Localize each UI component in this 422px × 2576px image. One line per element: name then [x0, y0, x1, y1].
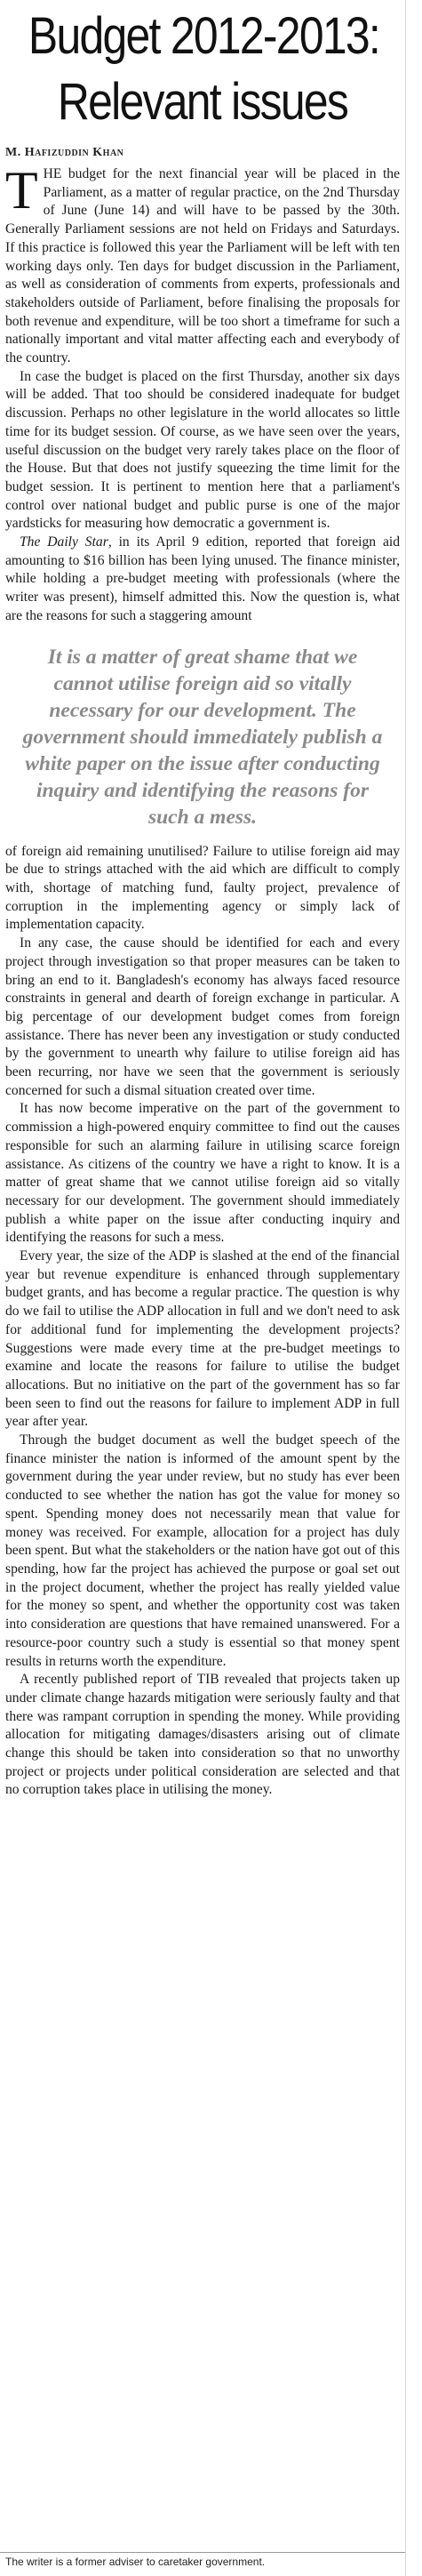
- footer-divider: [0, 2552, 405, 2553]
- paragraph-6: It has now become imperative on the part of the government to commission a high-powered enquiry committee to find out the causes responsible for such an alarming failure in utilising scarce foreign assistance. As citizens of the country we have a right to know. It is a matter of great shame that we cannot utilise foreign aid so vitally necessary for our development. The government should immediately publish a white paper on the issue after conducting inquiry and identifying the reasons for such a mess.: [5, 1101, 400, 1246]
- paragraph-5: In any case, the cause should be identified for each and every project through investigation so that proper measures can be taken to bring an end to it. Bangladesh's economy has always faced resource constraints in general and dearth of foreign exchange in particular. A big percentage of our development budget comes from foreign assistance. There has never been any investigation or study conducted by the government to unearth why failure to utilise foreign aid has been recurring, nor have we seen that the government is seriously concerned for such a dismal situation created over time.: [5, 935, 400, 1098]
- paragraph-9: A recently published report of TIB revealed that projects taken up under climate change hazards mitigation were seriously faulty and that there was rampant corruption in spending the money. While providing allocation for mitigating damages/disasters arising out of climate change this should be taken into consideration so that no unworthy project or projects under political consideration are selected and that no corruption takes place in utilising the money.: [5, 1672, 400, 1798]
- newspaper-name: The Daily Star: [20, 534, 108, 550]
- headline: [28, 4, 380, 135]
- headline-line-1: Budget 2012-2013:: [28, 7, 380, 65]
- pull-quote: It is a matter of great shame that we cannot utilise foreign aid so vitally necessary for our development. The government should immediately publish a white paper on the issue after conducting inquiry and identifying the reasons for such a mess.: [22, 645, 383, 829]
- paragraph-1: [5, 161, 400, 368]
- paragraph-7: Every year, the size of the ADP is slashed at the end of the financial year but revenue expenditure is enhanced through supplementary budget grants, and has become a regular practice. The question is why do we fail to utilise the ADP allocation in full and we don't need to ask for additional fund for implementing the development projects? Suggestions were made every time at the pre-budget meetings to examine and locate the reasons for failure to utilise the budget allocations. But no initiative on the part of the government has so far been seen to find out the reasons for failure to implement ADP in full year after year.: [5, 1248, 400, 1430]
- drop-cap: T: [5, 161, 38, 220]
- paragraph-2: In case the budget is placed on the first Thursday, another six days will be added. That too should be considered inadequate for budget discussion. Perhaps no other legislature in the world allocates so little time for its budget session. Of course, as we have seen over the years, useful discussion on the budget very rarely takes place on the floor of the House. But that does not justify squeezing the time limit for the budget session. It is pertinent to mention here that a parliament's control over national budget and public purse is one of the major yardsticks for measuring how democratic a government is.: [5, 368, 400, 532]
- paragraph-3: [5, 534, 400, 626]
- paragraph-3-text: , in its April 9 edition, reported that foreign aid amounting to $16 billion has been lying unused. The finance minister, while holding a pre-budget meeting with professionals (where the writer was present), himself admitted this. Now the question is, what are the reasons for such a staggering amount: [5, 534, 401, 623]
- paragraph-8: Through the budget document as well the budget speech of the finance minister the nation is informed of the amount spent by the government during the year under review, but no study has ever been conducted to see whether the nation has got the value for money so spent. Spending money does not necessarily mean that value for money was received. For example, allocation for a project has duly been spent. But what the stakeholders or the nation have got out of this spending, how far the project has achieved the purpose or goal set out in the project document, whether the project has really yielded value for the money so spent, and whether the opportunity cost was taken into consideration are questions that have remained unanswered. For a resource-poor country such a study is essential so that money spent results in returns worth the expenditure.: [5, 1432, 400, 1669]
- paragraph-4: of foreign aid remaining unutilised? Failure to utilise foreign aid may be due to strings attached with the aid which are difficult to comply with, shortage of matching fund, faulty project, prevalence of corruption in the implementing agency or simply lack of implementation capacity.: [5, 843, 400, 933]
- article-body: [0, 161, 405, 1800]
- author-note: The writer is a former adviser to caretaker government.: [5, 2556, 266, 2568]
- byline: M. Hafizuddin Khan: [5, 146, 124, 159]
- headline-line-2: Relevant issues: [57, 73, 348, 131]
- paragraph-1-text: HE budget for the next financial year will be placed in the Parliament, as a matter of regular practice, on the 2nd Thursday of June (June 14) and will have to be passed by the 30th. Generally Parliament sessions are not held on Fridays and Saturdays. If this practice is followed this year the Parliament will be left with ten working days only. Ten days for budget discussion in the Parliament, as well as consideration of comments from experts, professionals and stakeholders outside of Parliament, before finalising the proposals for both revenue and expenditure, will be too short a timeframe for such a nationally important and vital matter affecting each and everybody of the country.: [5, 166, 400, 366]
